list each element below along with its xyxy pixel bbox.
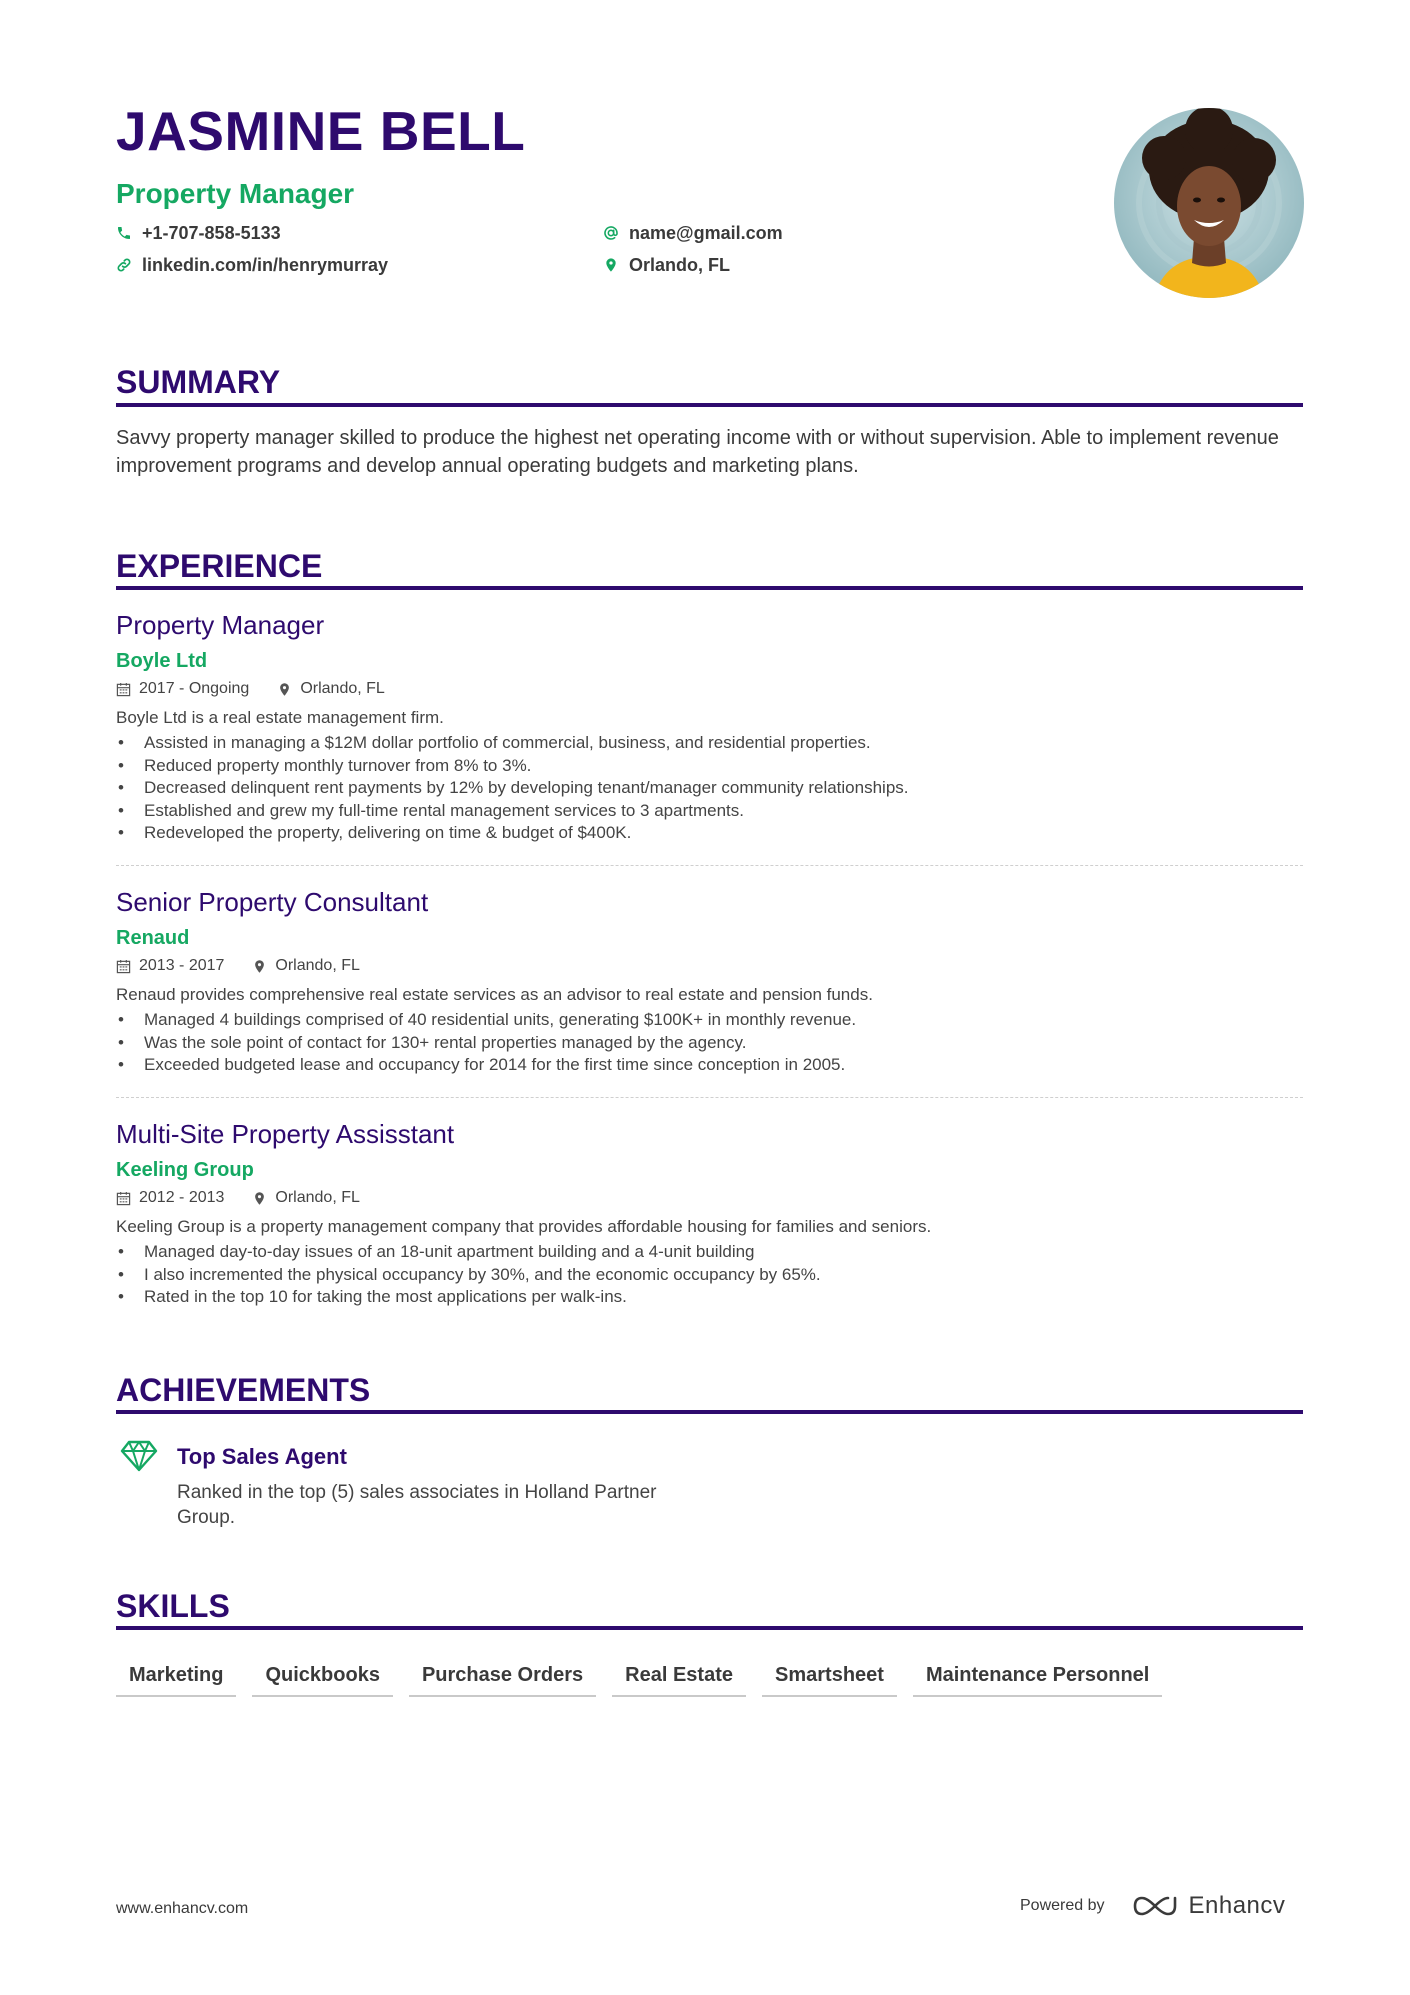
linkedin-text: linkedin.com/in/henrymurray — [142, 255, 389, 275]
list-item: • Exceeded budgeted lease and occupancy for 2014 for the first time since conception in 2005. — [116, 1054, 856, 1077]
job-meta — [116, 681, 385, 697]
list-item: • Assisted in managing a $12M dollar portfolio of commercial, business, and residential properties. — [116, 732, 909, 755]
location-pin-icon — [252, 1191, 267, 1206]
list-item: • I also incremented the physical occupancy by 30%, and the economic occupancy by 65%. — [116, 1264, 821, 1287]
entry-divider — [116, 1097, 1303, 1098]
summary-heading: SUMMARY — [116, 364, 281, 400]
location-pin-icon — [277, 682, 292, 697]
skills-heading: SKILLS — [116, 1588, 230, 1624]
job-location: Orlando, FL — [275, 1189, 360, 1206]
skill-tag: Smartsheet — [762, 1665, 897, 1697]
job-location: Orlando, FL — [275, 957, 360, 974]
company-name: Keeling Group — [116, 1159, 254, 1181]
summary-text: Savvy property manager skilled to produce the highest net operating income with or without supervision. Able to implement revenue improvement programs and develop annual operating budgets and marketing plans. — [116, 427, 1279, 477]
location-pin-icon — [603, 257, 619, 273]
achievements-heading: ACHIEVEMENTS — [116, 1372, 371, 1408]
phone-text: +1-707-858-5133 — [142, 223, 281, 243]
achievement-title: Top Sales Agent — [177, 1444, 347, 1469]
company-description: Boyle Ltd is a real estate management firm. — [116, 708, 444, 727]
list-item: • Rated in the top 10 for taking the most applications per walk-ins. — [116, 1286, 821, 1309]
job-meta — [116, 958, 360, 974]
job-title: Property Manager — [116, 610, 325, 640]
company-description: Keeling Group is a property management company that provides affordable housing for families and seniors. — [116, 1217, 932, 1236]
skill-tag: Marketing — [116, 1665, 236, 1697]
resume-page — [116, 0, 1303, 1995]
diamond-icon — [120, 1440, 158, 1472]
contact-phone[interactable] — [116, 224, 281, 242]
calendar-icon — [116, 959, 131, 974]
achievement-description: Ranked in the top (5) sales associates in Holland Partner Group. — [177, 1482, 657, 1528]
job-dates: 2012 - 2013 — [139, 1189, 225, 1206]
job-bullets — [116, 732, 909, 845]
job-location: Orlando, FL — [300, 680, 385, 697]
location-text: Orlando, FL — [629, 255, 730, 275]
skills-list — [116, 1665, 1178, 1697]
list-item: • Was the sole point of contact for 130+ rental properties managed by the agency. — [116, 1032, 856, 1055]
powered-by-label: Powered by — [1020, 1897, 1105, 1914]
list-item: • Reduced property monthly turnover from 8% to 3%. — [116, 755, 909, 778]
company-name: Renaud — [116, 927, 190, 949]
job-bullets — [116, 1009, 856, 1077]
footer-website-link[interactable]: www.enhancv.com — [116, 1900, 249, 1917]
skill-tag: Purchase Orders — [409, 1665, 596, 1697]
candidate-role: Property Manager — [116, 178, 355, 209]
at-icon — [603, 225, 619, 241]
location-pin-icon — [252, 959, 267, 974]
experience-heading: EXPERIENCE — [116, 548, 323, 584]
list-item: • Managed day-to-day issues of an 18-unit apartment building and a 4-unit building — [116, 1241, 821, 1264]
summary-divider — [116, 403, 1303, 407]
achievements-divider — [116, 1410, 1303, 1414]
list-item: • Redeveloped the property, delivering on time & budget of $400K. — [116, 822, 909, 845]
candidate-name: JASMINE BELL — [116, 100, 526, 162]
job-dates: 2017 - Ongoing — [139, 680, 250, 697]
phone-icon — [116, 225, 132, 241]
list-item: • Established and grew my full-time rental management services to 3 apartments. — [116, 800, 909, 823]
contact-email[interactable] — [603, 224, 783, 242]
entry-divider — [116, 865, 1303, 866]
skill-tag: Real Estate — [612, 1665, 746, 1697]
job-bullets — [116, 1241, 821, 1309]
company-name: Boyle Ltd — [116, 650, 208, 672]
job-title: Multi-Site Property Assisstant — [116, 1119, 455, 1149]
skills-divider — [116, 1626, 1303, 1630]
experience-divider — [116, 586, 1303, 590]
link-icon — [116, 257, 132, 273]
footer-branding — [1020, 1892, 1285, 1920]
contact-linkedin[interactable] — [116, 256, 388, 274]
profile-photo — [1114, 108, 1304, 298]
skill-tag: Maintenance Personnel — [913, 1665, 1162, 1697]
brand-name: Enhancv — [1188, 1892, 1286, 1919]
skill-tag: Quickbooks — [252, 1665, 392, 1697]
contact-location — [603, 256, 730, 274]
list-item: • Managed 4 buildings comprised of 40 residential units, generating $100K+ in monthly revenue. — [116, 1009, 856, 1032]
email-text: name@gmail.com — [629, 223, 783, 243]
calendar-icon — [116, 1191, 131, 1206]
job-meta — [116, 1190, 360, 1206]
list-item: • Decreased delinquent rent payments by 12% by developing tenant/manager community relationships. — [116, 777, 909, 800]
company-description: Renaud provides comprehensive real estate services as an advisor to real estate and pension funds. — [116, 985, 873, 1004]
enhancv-logo-icon — [1131, 1894, 1179, 1918]
job-dates: 2013 - 2017 — [139, 957, 225, 974]
calendar-icon — [116, 682, 131, 697]
job-title: Senior Property Consultant — [116, 887, 429, 917]
